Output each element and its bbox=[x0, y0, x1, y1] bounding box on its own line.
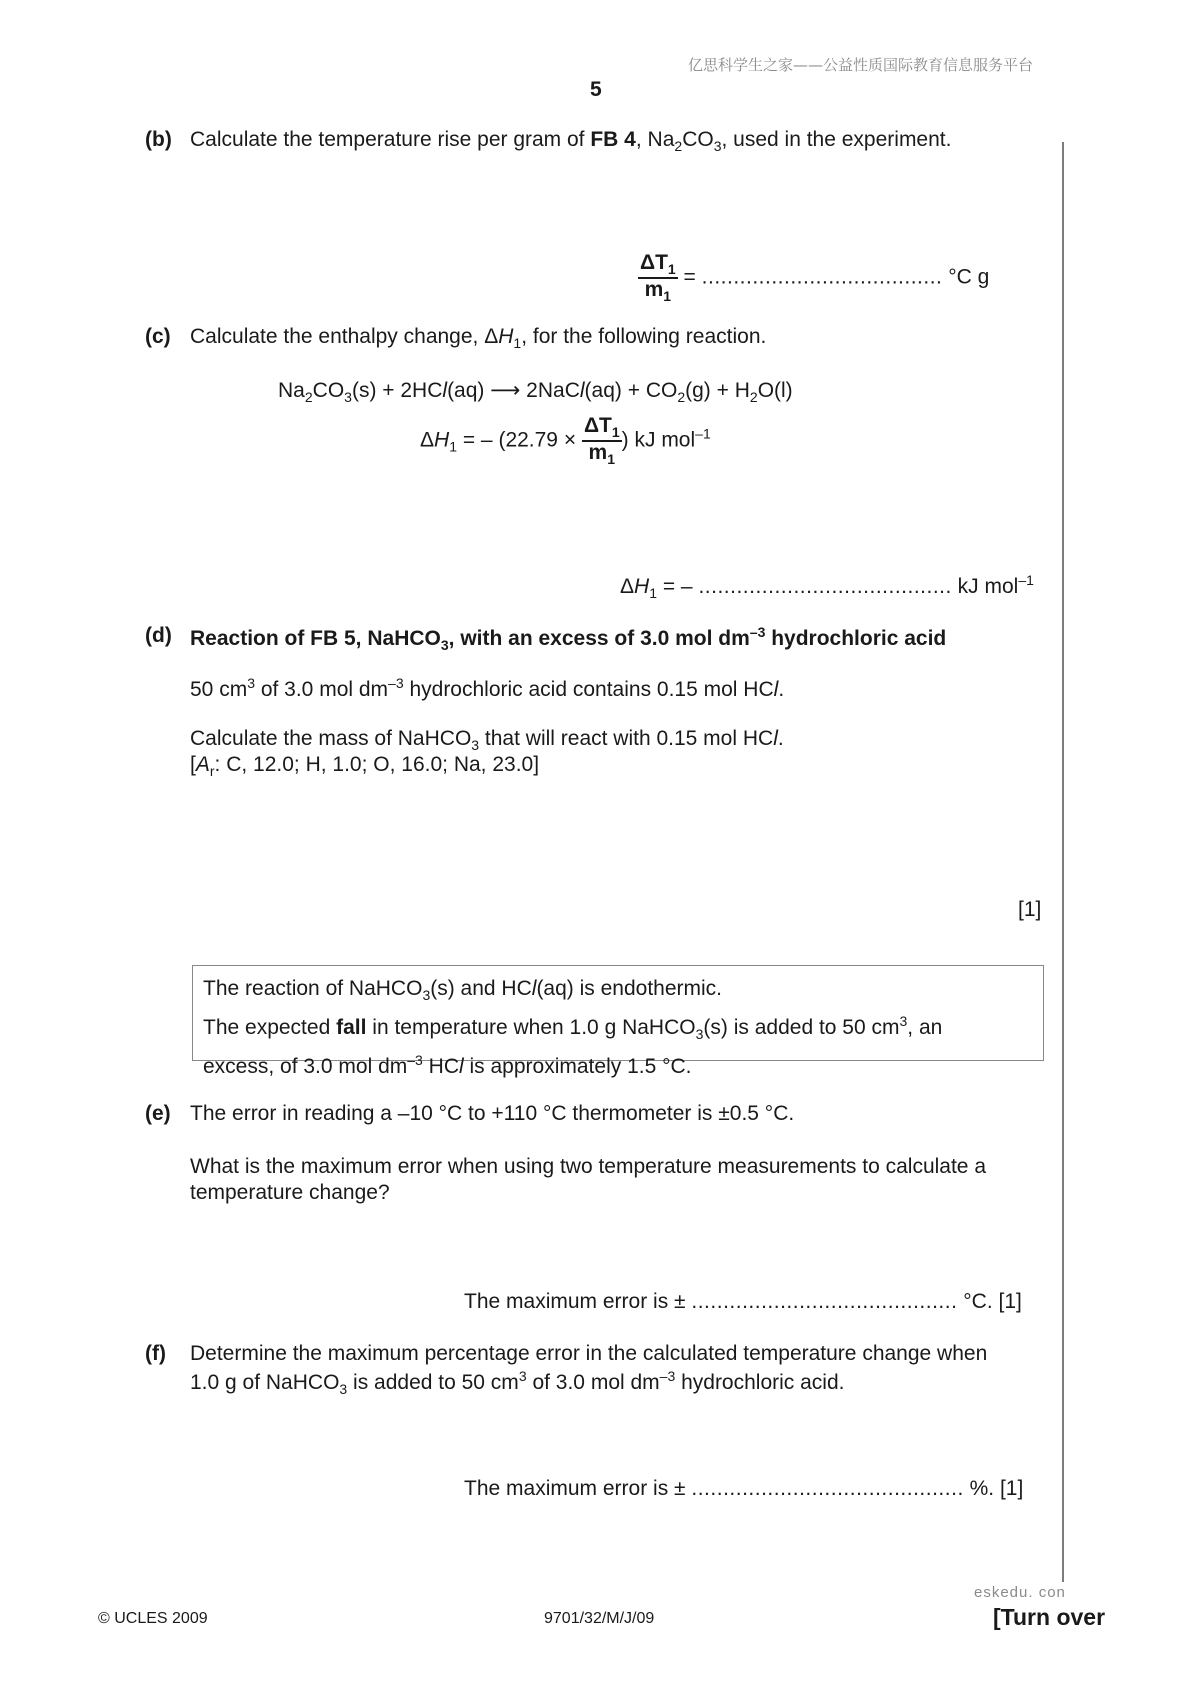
answer-dots-e[interactable]: .......................................... bbox=[691, 1290, 958, 1313]
question-f-label: (f) bbox=[145, 1342, 166, 1365]
formula-part: CO bbox=[682, 128, 714, 151]
superscript: –3 bbox=[659, 1368, 676, 1384]
text-part: . bbox=[778, 678, 785, 701]
eq-part: l bbox=[442, 379, 448, 402]
subscript: 3 bbox=[339, 1381, 348, 1398]
text-part: . bbox=[777, 727, 784, 750]
enthalpy-expression bbox=[420, 415, 711, 467]
equals: = bbox=[677, 265, 702, 289]
question-c-text-end: , for the following reaction. bbox=[521, 325, 767, 348]
question-b-text-start: Calculate the temperature rise per gram of bbox=[190, 128, 591, 151]
text-part: (s) is added to 50 cm bbox=[703, 1016, 900, 1040]
m: m bbox=[588, 440, 608, 464]
subscript: 3 bbox=[713, 138, 722, 155]
h-symbol: H bbox=[634, 575, 650, 598]
text-part: hydrochloric acid contains 0.15 mol HC bbox=[403, 678, 774, 701]
turn-over: [Turn over bbox=[993, 1604, 1106, 1630]
text-part: : C, 12.0; H, 1.0; O, 16.0; Na, 23.0] bbox=[214, 753, 540, 776]
equals: = – bbox=[657, 575, 699, 598]
delta-t-over-m-fraction bbox=[582, 415, 622, 467]
superscript: –3 bbox=[749, 624, 766, 640]
text-part: [ bbox=[190, 753, 196, 776]
italic-l: l bbox=[773, 727, 778, 750]
atomic-masses bbox=[190, 753, 539, 779]
question-c-text bbox=[190, 325, 766, 351]
question-b-label: (b) bbox=[145, 128, 172, 151]
info-line-2 bbox=[203, 1008, 1033, 1047]
info-line-3 bbox=[203, 1047, 1033, 1080]
delta-t: ΔT bbox=[583, 414, 612, 437]
superscript: –3 bbox=[407, 1052, 423, 1069]
paper-code: 9701/32/M/J/09 bbox=[544, 1610, 655, 1627]
subscript: 1 bbox=[449, 438, 457, 455]
text-part: The reaction of NaHCO bbox=[203, 977, 423, 1000]
unit-b: °C g bbox=[942, 265, 990, 289]
superscript: 3 bbox=[899, 1013, 908, 1030]
title-part: , with an excess of 3.0 mol dm bbox=[448, 627, 750, 650]
h-symbol: H bbox=[498, 325, 514, 348]
eq-part: (s) + 2HC bbox=[351, 379, 443, 402]
header-site-text: 亿思科学生之家——公益性质国际教育信息服务平台 bbox=[688, 56, 1034, 74]
question-d-title bbox=[190, 624, 946, 653]
title-part: hydrochloric acid bbox=[765, 627, 947, 650]
margin-rule bbox=[1062, 142, 1064, 1582]
question-e-prompt-line1: What is the maximum error when using two temperature measurements to calculate a bbox=[190, 1155, 987, 1178]
reaction-equation bbox=[278, 378, 793, 405]
text-part: excess, of 3.0 mol dm bbox=[203, 1055, 408, 1079]
question-e-prompt-line2: temperature change? bbox=[190, 1181, 390, 1204]
superscript: –1 bbox=[1018, 572, 1034, 588]
answer-line-c bbox=[620, 572, 1034, 601]
subscript: 1 bbox=[607, 451, 616, 468]
info-line-1 bbox=[203, 976, 1033, 1008]
info-box bbox=[192, 965, 1044, 1079]
text-part: HC bbox=[422, 1055, 459, 1079]
delta-t-over-m-fraction bbox=[638, 252, 678, 304]
subscript: 2 bbox=[677, 389, 686, 406]
subscript: 3 bbox=[344, 389, 352, 406]
question-f-line2 bbox=[190, 1368, 845, 1397]
superscript: 3 bbox=[247, 675, 255, 691]
question-f-line1: Determine the maximum percentage error in the calculated temperature change when bbox=[190, 1342, 988, 1365]
answer-prompt: The maximum error is ± bbox=[464, 1477, 692, 1500]
fraction-numerator bbox=[638, 252, 678, 279]
text-part: is approximately 1.5 °C. bbox=[463, 1055, 692, 1079]
formula-part: Na bbox=[647, 128, 675, 151]
italic-l: l bbox=[459, 1055, 464, 1079]
superscript: 3 bbox=[518, 1368, 527, 1384]
subscript: r bbox=[209, 763, 215, 780]
text-part: (aq) is endothermic. bbox=[536, 977, 723, 1000]
subscript: 1 bbox=[667, 261, 676, 278]
h-symbol: H bbox=[434, 428, 450, 452]
subscript: 1 bbox=[513, 335, 522, 352]
fraction-denominator bbox=[582, 442, 622, 467]
delta: Δ bbox=[420, 428, 435, 452]
bold-fall: fall bbox=[336, 1016, 367, 1040]
answer-prompt: The maximum error is ± bbox=[464, 1290, 692, 1313]
delta-t: ΔT bbox=[640, 251, 668, 274]
page-number: 5 bbox=[590, 78, 602, 101]
subscript: 2 bbox=[674, 138, 683, 155]
superscript: –1 bbox=[695, 425, 711, 442]
eq-part: O(l) bbox=[757, 379, 793, 402]
expression-middle: = – (22.79 × bbox=[457, 428, 582, 452]
text-part: (s) and HC bbox=[430, 977, 532, 1000]
question-b-text-end: , used in the experiment. bbox=[721, 128, 952, 151]
question-d-label: (d) bbox=[145, 624, 172, 647]
text-part: that will react with 0.15 mol HC bbox=[479, 727, 774, 750]
answer-dots-b[interactable]: ...................................... bbox=[701, 265, 943, 289]
question-c-label: (c) bbox=[145, 325, 171, 348]
italic-l: l bbox=[773, 678, 779, 701]
answer-dots-c[interactable]: ........................................ bbox=[698, 575, 952, 598]
answer-line-e bbox=[464, 1290, 1022, 1314]
subscript: 3 bbox=[422, 987, 431, 1004]
italic-l: l bbox=[531, 977, 537, 1000]
question-e-label: (e) bbox=[145, 1102, 171, 1125]
subscript: 3 bbox=[695, 1026, 704, 1043]
text-part: 50 cm bbox=[190, 678, 248, 701]
subscript: 3 bbox=[471, 737, 480, 754]
fraction-numerator bbox=[582, 415, 622, 442]
eq-part: l bbox=[579, 379, 585, 402]
question-d-para2 bbox=[190, 727, 784, 753]
title-part: Reaction of FB 5, NaHCO bbox=[190, 627, 441, 650]
text-part: 1.0 g of NaHCO bbox=[190, 1371, 340, 1394]
text-part: , an bbox=[907, 1016, 943, 1040]
answer-line-b bbox=[638, 252, 989, 304]
text-part: of 3.0 mol dm bbox=[254, 678, 389, 701]
text-part: The expected bbox=[203, 1016, 337, 1040]
text-part: hydrochloric acid. bbox=[675, 1371, 845, 1394]
separator: , bbox=[635, 128, 648, 151]
question-b-text bbox=[190, 128, 951, 154]
copyright: © UCLES 2009 bbox=[98, 1610, 208, 1627]
text-part: is added to 50 cm bbox=[347, 1371, 519, 1394]
answer-dots-f[interactable]: ........................................... bbox=[691, 1477, 964, 1500]
fraction-denominator bbox=[638, 279, 678, 304]
eq-part: Na bbox=[278, 379, 305, 402]
subscript: 3 bbox=[440, 637, 449, 654]
text-part: Calculate the mass of NaHCO bbox=[190, 727, 472, 750]
question-d-para1 bbox=[190, 675, 784, 702]
text-part: in temperature when 1.0 g NaHCO bbox=[366, 1016, 696, 1040]
subscript: 2 bbox=[304, 389, 313, 406]
superscript: –3 bbox=[388, 675, 404, 691]
marks-d: [1] bbox=[1018, 898, 1042, 921]
eq-part: (aq) + CO bbox=[584, 379, 678, 402]
answer-line-f bbox=[464, 1477, 1023, 1501]
unit-marks-f: %. [1] bbox=[963, 1477, 1024, 1500]
subscript: 2 bbox=[749, 389, 758, 406]
delta: Δ bbox=[620, 575, 635, 598]
question-c-text-start: Calculate the enthalpy change, Δ bbox=[190, 325, 499, 348]
ar-symbol: A bbox=[195, 753, 210, 776]
question-e-text: The error in reading a –10 °C to +110 °C thermometer is ±0.5 °C. bbox=[190, 1102, 795, 1125]
m: m bbox=[644, 277, 664, 301]
subscript: 1 bbox=[663, 288, 672, 305]
unit-c: kJ mol bbox=[951, 575, 1019, 598]
expression-unit: ) kJ mol bbox=[621, 428, 696, 452]
text-part: of 3.0 mol dm bbox=[526, 1371, 660, 1394]
subscript: 1 bbox=[611, 424, 620, 441]
unit-marks-e: °C. [1] bbox=[957, 1290, 1022, 1313]
eq-part: (g) + H bbox=[685, 379, 750, 402]
subscript: 1 bbox=[649, 585, 657, 602]
watermark-text: eskedu. con bbox=[974, 1584, 1066, 1601]
fb4-label: FB 4 bbox=[590, 128, 636, 151]
eq-part: CO bbox=[312, 379, 345, 402]
eq-part: (aq) ⟶ 2NaC bbox=[447, 379, 580, 402]
